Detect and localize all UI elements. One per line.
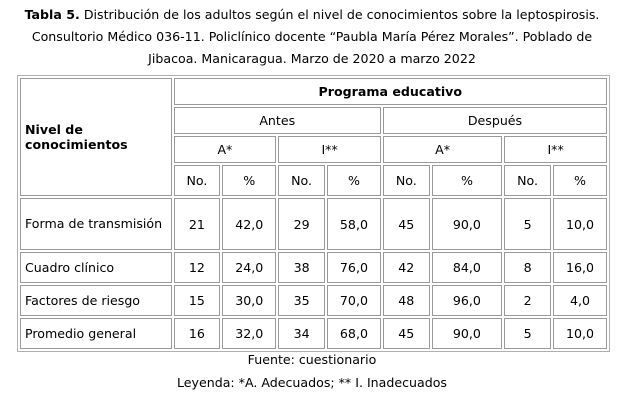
table-row: [20, 285, 607, 316]
column-header: No.: [278, 165, 325, 196]
column-header: No.: [383, 165, 430, 196]
cell: 24,0: [222, 252, 276, 283]
cell: 90,0: [432, 318, 503, 349]
cell: 58,0: [327, 198, 381, 250]
cell: 45: [383, 318, 430, 349]
cell: 96,0: [432, 285, 503, 316]
source-note: Fuente: cuestionario: [247, 352, 377, 367]
row-label: Forma de transmisión: [20, 198, 172, 250]
corner-header: Nivel de conocimientos: [20, 78, 172, 196]
cell: 90,0: [432, 198, 503, 250]
cell: 4,0: [553, 285, 607, 316]
column-header: %: [553, 165, 607, 196]
column-header: No.: [504, 165, 551, 196]
row-label: Promedio general: [20, 318, 172, 349]
column-header: %: [432, 165, 503, 196]
row-label: Cuadro clínico: [20, 252, 172, 283]
table-row: [20, 252, 607, 283]
legend-note: Leyenda: *A. Adecuados; ** I. Inadecuados: [176, 375, 447, 390]
column-header: %: [327, 165, 381, 196]
cell: 34: [278, 318, 325, 349]
cell: 29: [278, 198, 325, 250]
cell: 84,0: [432, 252, 503, 283]
cell: 21: [174, 198, 221, 250]
data-table: [17, 75, 610, 352]
group-header-despues: Después: [383, 107, 607, 134]
cell: 42,0: [222, 198, 276, 250]
cell: 32,0: [222, 318, 276, 349]
cell: 35: [278, 285, 325, 316]
subgroup-header: A*: [174, 136, 277, 163]
column-header: No.: [174, 165, 221, 196]
cell: 16: [174, 318, 221, 349]
cell: 38: [278, 252, 325, 283]
cell: 12: [174, 252, 221, 283]
cell: 2: [504, 285, 551, 316]
cell: 76,0: [327, 252, 381, 283]
cell: 5: [504, 318, 551, 349]
row-label: Factores de riesgo: [20, 285, 172, 316]
table-row: [20, 318, 607, 349]
cell: 48: [383, 285, 430, 316]
cell: 30,0: [222, 285, 276, 316]
table-row: [20, 198, 607, 250]
cell: 15: [174, 285, 221, 316]
subgroup-header: A*: [383, 136, 502, 163]
caption-text: Distribución de los adultos según el nivel de conocimientos sobre la leptospirosis. Consultorio Médico 036-11. Policlínico docente “Paubla María Pérez Morales”. Poblado de Jibacoa. Manicaragua. Marzo de 2020 a marzo 2022: [31, 7, 600, 66]
subgroup-header: I**: [278, 136, 381, 163]
cell: 5: [504, 198, 551, 250]
cell: 70,0: [327, 285, 381, 316]
cell: 16,0: [553, 252, 607, 283]
cell: 45: [383, 198, 430, 250]
cell: 10,0: [553, 198, 607, 250]
table-caption: [8, 4, 616, 70]
column-header: %: [222, 165, 276, 196]
cell: 10,0: [553, 318, 607, 349]
cell: 42: [383, 252, 430, 283]
cell: 68,0: [327, 318, 381, 349]
group-header-antes: Antes: [174, 107, 381, 134]
cell: 8: [504, 252, 551, 283]
subgroup-header: I**: [504, 136, 607, 163]
program-header: Programa educativo: [174, 78, 607, 105]
table-number: Tabla 5.: [24, 7, 80, 22]
